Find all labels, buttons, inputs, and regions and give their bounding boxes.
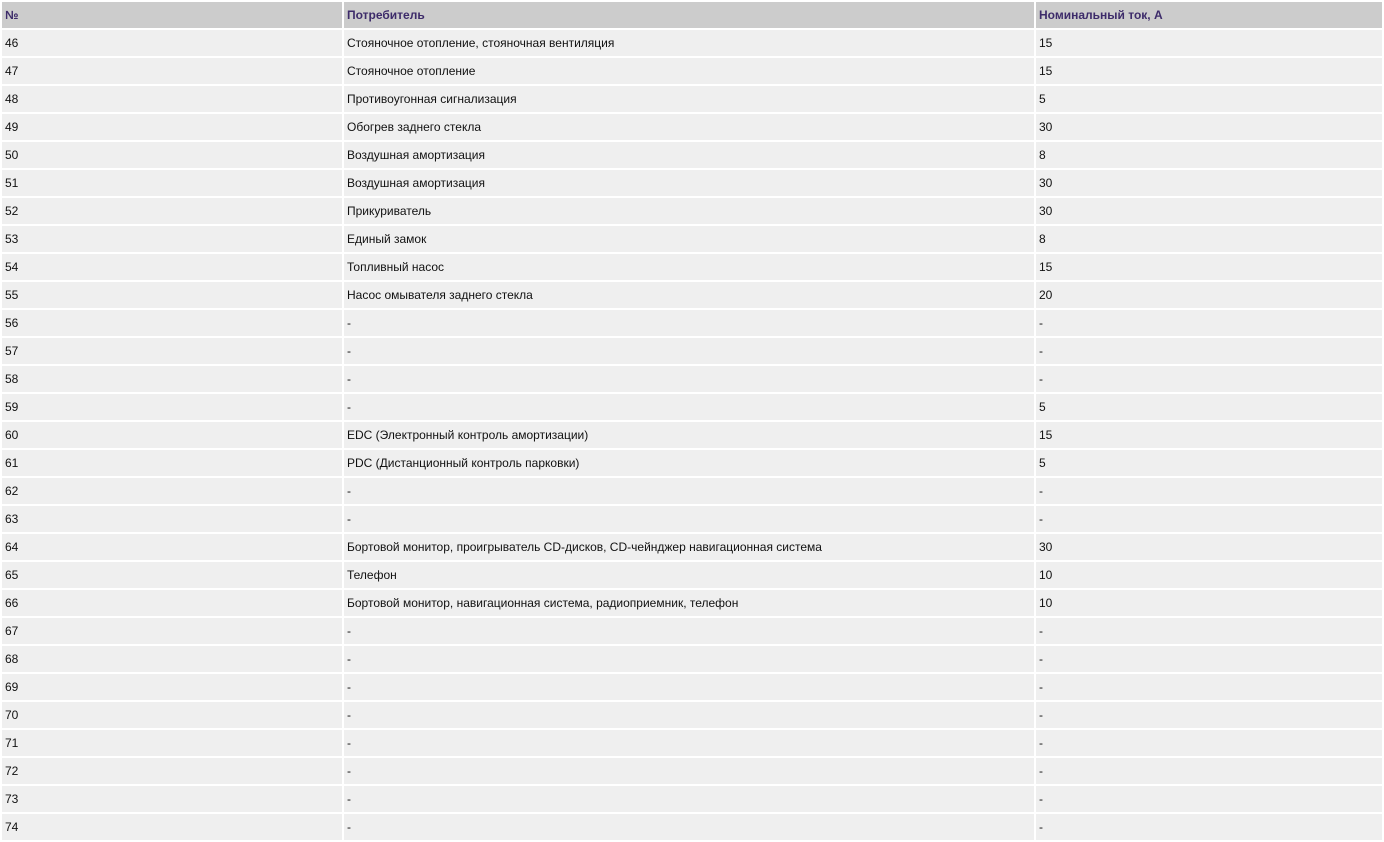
cell-rated-current: - bbox=[1036, 730, 1382, 756]
cell-number: 50 bbox=[2, 142, 342, 168]
table-body bbox=[2, 30, 1382, 840]
table-row bbox=[2, 786, 1382, 812]
cell-number: 59 bbox=[2, 394, 342, 420]
cell-consumer: - bbox=[344, 758, 1034, 784]
cell-number: 48 bbox=[2, 86, 342, 112]
cell-consumer: - bbox=[344, 366, 1034, 392]
cell-consumer: - bbox=[344, 674, 1034, 700]
cell-number: 56 bbox=[2, 310, 342, 336]
cell-consumer: Бортовой монитор, навигационная система, радиоприемник, телефон bbox=[344, 590, 1034, 616]
table-row bbox=[2, 422, 1382, 448]
cell-number: 54 bbox=[2, 254, 342, 280]
cell-consumer: - bbox=[344, 310, 1034, 336]
cell-number: 71 bbox=[2, 730, 342, 756]
cell-number: 70 bbox=[2, 702, 342, 728]
cell-rated-current: 8 bbox=[1036, 142, 1382, 168]
cell-number: 57 bbox=[2, 338, 342, 364]
table-row bbox=[2, 86, 1382, 112]
cell-consumer: - bbox=[344, 478, 1034, 504]
table-row bbox=[2, 618, 1382, 644]
cell-rated-current: - bbox=[1036, 814, 1382, 840]
cell-consumer: Воздушная амортизация bbox=[344, 170, 1034, 196]
cell-consumer: - bbox=[344, 786, 1034, 812]
table-row bbox=[2, 282, 1382, 308]
cell-rated-current: 15 bbox=[1036, 422, 1382, 448]
table-row bbox=[2, 506, 1382, 532]
cell-consumer: Воздушная амортизация bbox=[344, 142, 1034, 168]
table-row bbox=[2, 450, 1382, 476]
cell-rated-current: 15 bbox=[1036, 254, 1382, 280]
cell-rated-current: - bbox=[1036, 506, 1382, 532]
table-row bbox=[2, 646, 1382, 672]
table-row bbox=[2, 478, 1382, 504]
cell-rated-current: 30 bbox=[1036, 198, 1382, 224]
header-number: № bbox=[2, 2, 342, 28]
cell-rated-current: - bbox=[1036, 758, 1382, 784]
cell-consumer: Топливный насос bbox=[344, 254, 1034, 280]
table-row bbox=[2, 534, 1382, 560]
cell-consumer: - bbox=[344, 338, 1034, 364]
cell-consumer: Обогрев заднего стекла bbox=[344, 114, 1034, 140]
cell-number: 52 bbox=[2, 198, 342, 224]
cell-rated-current: 15 bbox=[1036, 30, 1382, 56]
cell-rated-current: - bbox=[1036, 366, 1382, 392]
table-row bbox=[2, 338, 1382, 364]
cell-consumer: Телефон bbox=[344, 562, 1034, 588]
cell-consumer: Стояночное отопление, стояночная вентиляция bbox=[344, 30, 1034, 56]
table-row bbox=[2, 814, 1382, 840]
table-row bbox=[2, 730, 1382, 756]
cell-rated-current: - bbox=[1036, 646, 1382, 672]
cell-rated-current: - bbox=[1036, 674, 1382, 700]
table-row bbox=[2, 590, 1382, 616]
cell-consumer: Стояночное отопление bbox=[344, 58, 1034, 84]
table-row bbox=[2, 198, 1382, 224]
cell-consumer: - bbox=[344, 646, 1034, 672]
table-row bbox=[2, 58, 1382, 84]
cell-rated-current: 30 bbox=[1036, 170, 1382, 196]
cell-number: 69 bbox=[2, 674, 342, 700]
table-header bbox=[2, 2, 1382, 28]
cell-rated-current: 10 bbox=[1036, 590, 1382, 616]
table-row bbox=[2, 758, 1382, 784]
table-row bbox=[2, 170, 1382, 196]
table-row bbox=[2, 674, 1382, 700]
cell-rated-current: - bbox=[1036, 338, 1382, 364]
table-row bbox=[2, 366, 1382, 392]
cell-number: 47 bbox=[2, 58, 342, 84]
cell-number: 65 bbox=[2, 562, 342, 588]
table-row bbox=[2, 226, 1382, 252]
cell-number: 51 bbox=[2, 170, 342, 196]
cell-rated-current: - bbox=[1036, 310, 1382, 336]
cell-consumer: Бортовой монитор, проигрыватель CD-дисков, CD-чейнджер навигационная система bbox=[344, 534, 1034, 560]
cell-number: 68 bbox=[2, 646, 342, 672]
cell-rated-current: 8 bbox=[1036, 226, 1382, 252]
header-consumer: Потребитель bbox=[344, 2, 1034, 28]
cell-consumer: - bbox=[344, 814, 1034, 840]
cell-rated-current: - bbox=[1036, 618, 1382, 644]
cell-rated-current: 5 bbox=[1036, 86, 1382, 112]
cell-rated-current: - bbox=[1036, 702, 1382, 728]
cell-rated-current: - bbox=[1036, 478, 1382, 504]
cell-consumer: Противоугонная сигнализация bbox=[344, 86, 1034, 112]
cell-consumer: - bbox=[344, 730, 1034, 756]
cell-rated-current: 5 bbox=[1036, 394, 1382, 420]
cell-consumer: - bbox=[344, 702, 1034, 728]
table-row bbox=[2, 702, 1382, 728]
cell-number: 63 bbox=[2, 506, 342, 532]
table-row bbox=[2, 562, 1382, 588]
table-row bbox=[2, 394, 1382, 420]
table-row bbox=[2, 30, 1382, 56]
cell-number: 53 bbox=[2, 226, 342, 252]
cell-consumer: - bbox=[344, 618, 1034, 644]
table-row bbox=[2, 114, 1382, 140]
cell-consumer: Насос омывателя заднего стекла bbox=[344, 282, 1034, 308]
cell-consumer: - bbox=[344, 394, 1034, 420]
cell-number: 64 bbox=[2, 534, 342, 560]
cell-number: 72 bbox=[2, 758, 342, 784]
cell-rated-current: 30 bbox=[1036, 534, 1382, 560]
cell-rated-current: 10 bbox=[1036, 562, 1382, 588]
cell-number: 67 bbox=[2, 618, 342, 644]
cell-consumer: PDC (Дистанционный контроль парковки) bbox=[344, 450, 1034, 476]
cell-number: 61 bbox=[2, 450, 342, 476]
cell-rated-current: 5 bbox=[1036, 450, 1382, 476]
cell-number: 55 bbox=[2, 282, 342, 308]
cell-number: 62 bbox=[2, 478, 342, 504]
cell-number: 73 bbox=[2, 786, 342, 812]
cell-consumer: EDC (Электронный контроль амортизации) bbox=[344, 422, 1034, 448]
cell-rated-current: 30 bbox=[1036, 114, 1382, 140]
cell-consumer: Прикуриватель bbox=[344, 198, 1034, 224]
header-rated-current: Номинальный ток, А bbox=[1036, 2, 1382, 28]
cell-number: 66 bbox=[2, 590, 342, 616]
table-row bbox=[2, 254, 1382, 280]
cell-number: 58 bbox=[2, 366, 342, 392]
cell-consumer: - bbox=[344, 506, 1034, 532]
table-row bbox=[2, 142, 1382, 168]
cell-rated-current: - bbox=[1036, 786, 1382, 812]
header-row bbox=[2, 2, 1382, 28]
cell-number: 46 bbox=[2, 30, 342, 56]
cell-rated-current: 15 bbox=[1036, 58, 1382, 84]
cell-rated-current: 20 bbox=[1036, 282, 1382, 308]
table-row bbox=[2, 310, 1382, 336]
cell-number: 49 bbox=[2, 114, 342, 140]
cell-number: 74 bbox=[2, 814, 342, 840]
cell-number: 60 bbox=[2, 422, 342, 448]
cell-consumer: Единый замок bbox=[344, 226, 1034, 252]
